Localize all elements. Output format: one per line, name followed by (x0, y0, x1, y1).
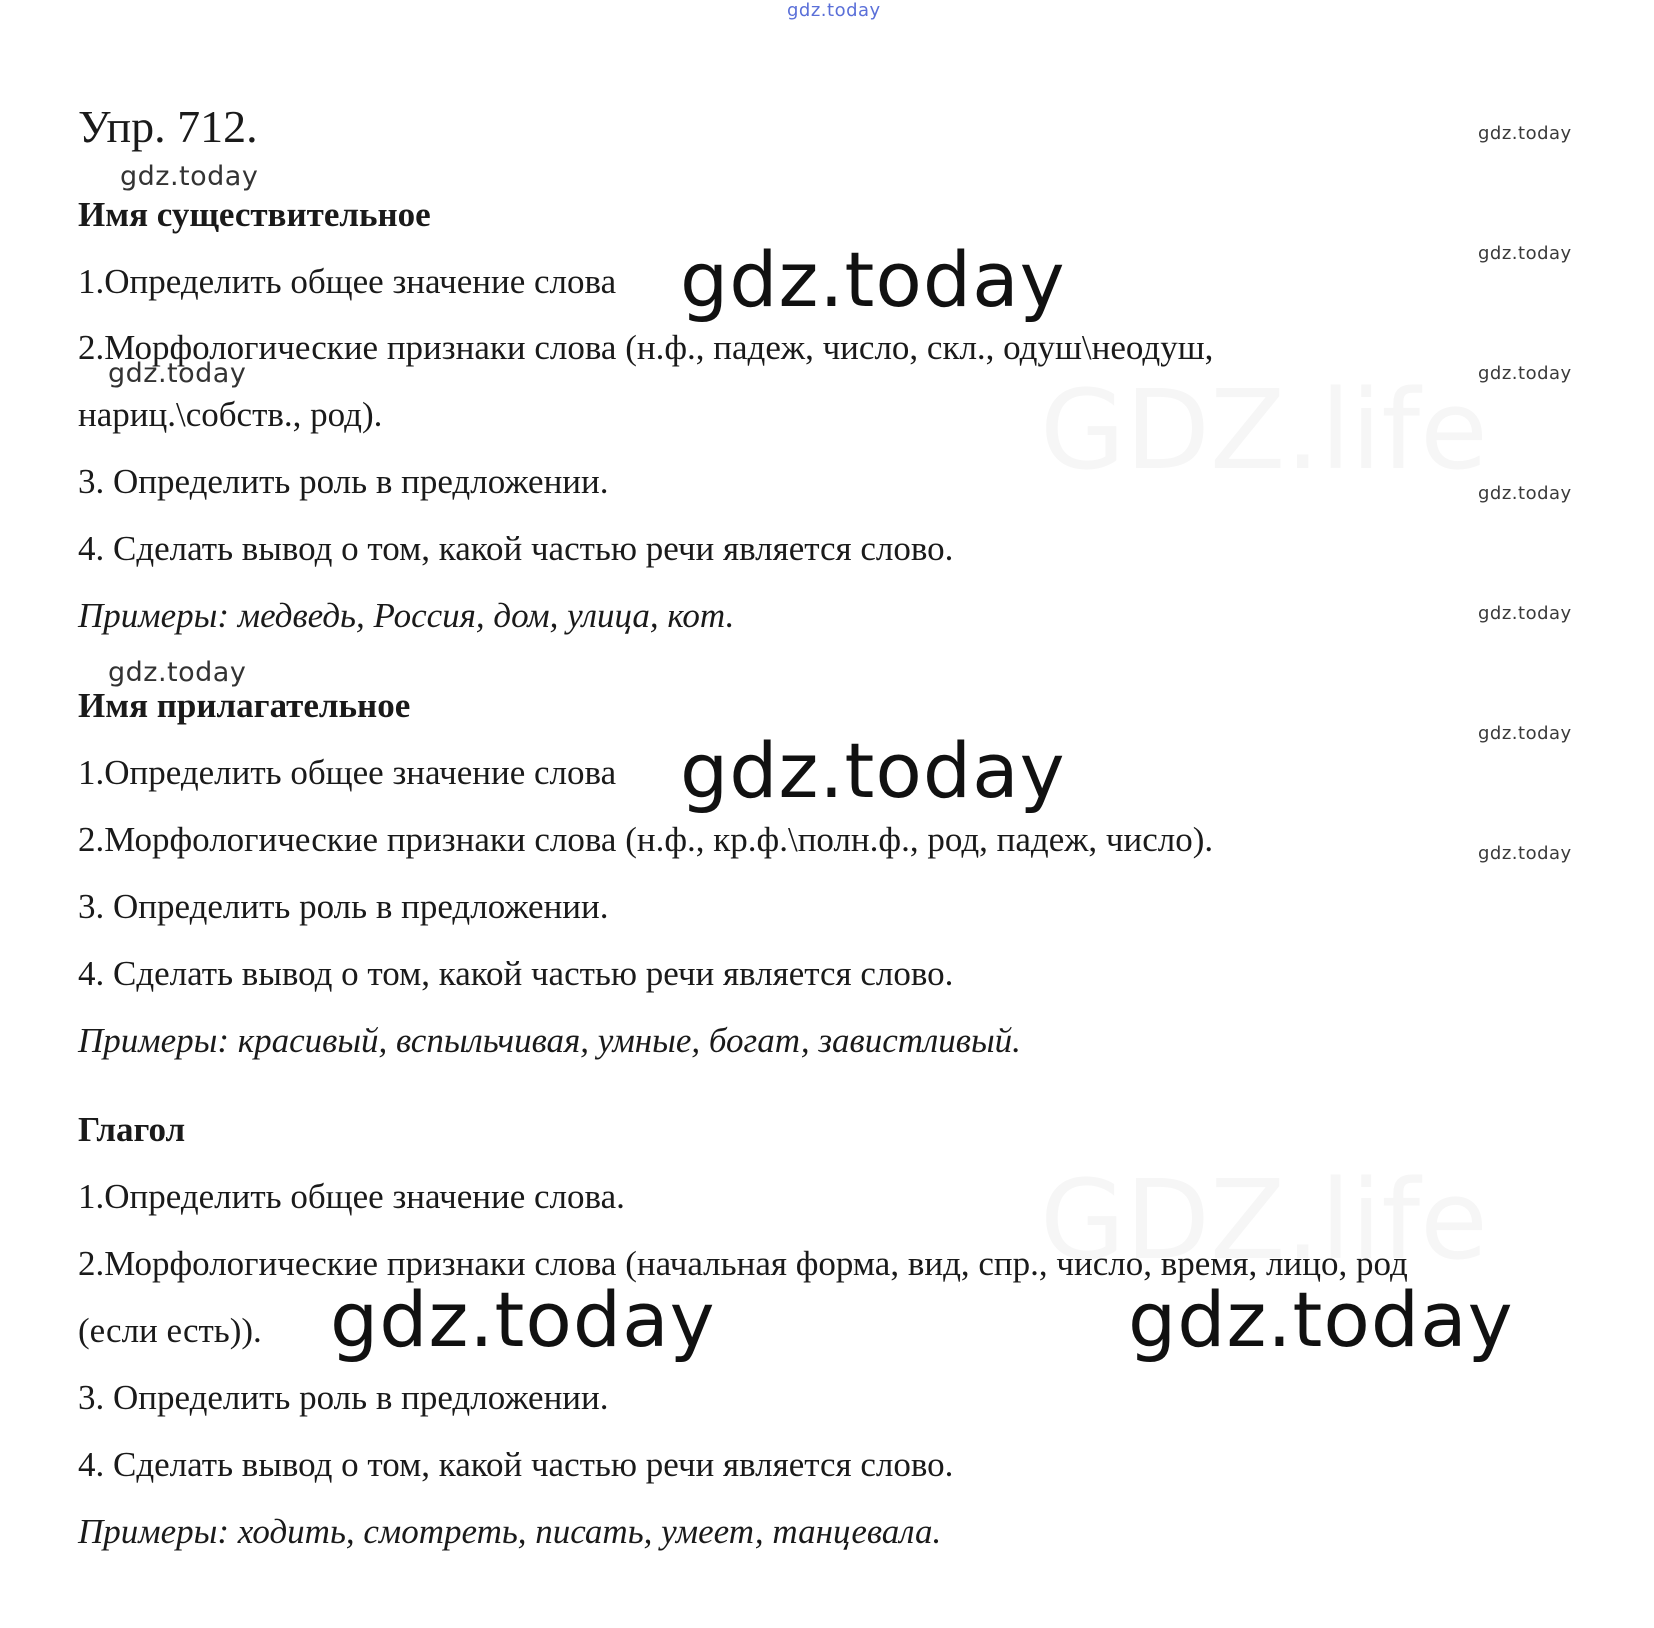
adjective-examples: Примеры: красивый, вспыльчивая, умные, богат, завистливый. (78, 1021, 1021, 1060)
verb-step-2-cont: (если есть)). (78, 1311, 262, 1350)
section-heading-adjective: Имя прилагательное (78, 686, 411, 725)
watermark: gdz.today (1478, 243, 1572, 264)
watermark: gdz.today (1478, 723, 1572, 744)
noun-examples: Примеры: медведь, Россия, дом, улица, кот. (78, 596, 735, 635)
adjective-step-1: 1.Определить общее значение слова (78, 753, 617, 792)
watermark: gdz.today (108, 657, 247, 688)
exercise-title: Упр. 712. (78, 101, 258, 152)
watermark: gdz.today (1478, 483, 1572, 504)
verb-step-2: 2.Морфологические признаки слова (начальная форма, вид, спр., число, время, лицо, род (78, 1244, 1408, 1283)
verb-step-3: 3. Определить роль в предложении. (78, 1378, 609, 1417)
noun-step-1: 1.Определить общее значение слова (78, 262, 617, 301)
watermark: gdz.today (1128, 1275, 1514, 1364)
watermark: gdz.today (680, 726, 1066, 815)
verb-step-1: 1.Определить общее значение слова. (78, 1177, 625, 1216)
noun-step-3: 3. Определить роль в предложении. (78, 462, 609, 501)
watermark: gdz.today (330, 1275, 716, 1364)
adjective-step-2: 2.Морфологические признаки слова (н.ф., кр.ф.\полн.ф., род, падеж, число). (78, 820, 1214, 859)
adjective-step-3: 3. Определить роль в предложении. (78, 887, 609, 926)
verb-examples: Примеры: ходить, смотреть, писать, умеет, танцевала. (78, 1512, 942, 1551)
noun-step-2: 2.Морфологические признаки слова (н.ф., падеж, число, скл., одуш\неодуш, (78, 328, 1214, 367)
section-heading-verb: Глагол (78, 1110, 186, 1149)
noun-step-2-cont: нариц.\собств., род). (78, 395, 383, 434)
watermark: gdz.today (1478, 843, 1572, 864)
adjective-step-4: 4. Сделать вывод о том, какой частью речи является слово. (78, 954, 954, 993)
faint-watermark: GDZ.life (1040, 366, 1488, 494)
watermark: gdz.today (787, 0, 881, 21)
watermark: gdz.today (1478, 123, 1572, 144)
faint-watermark: GDZ.life (1040, 1156, 1488, 1284)
watermark: gdz.today (1478, 603, 1572, 624)
watermark: gdz.today (680, 235, 1066, 324)
watermark: gdz.today (120, 161, 259, 192)
noun-step-4: 4. Сделать вывод о том, какой частью речи является слово. (78, 529, 954, 568)
watermark: gdz.today (1478, 363, 1572, 384)
section-heading-noun: Имя существительное (78, 195, 431, 234)
watermark: gdz.today (108, 358, 247, 389)
verb-step-4: 4. Сделать вывод о том, какой частью речи является слово. (78, 1445, 954, 1484)
